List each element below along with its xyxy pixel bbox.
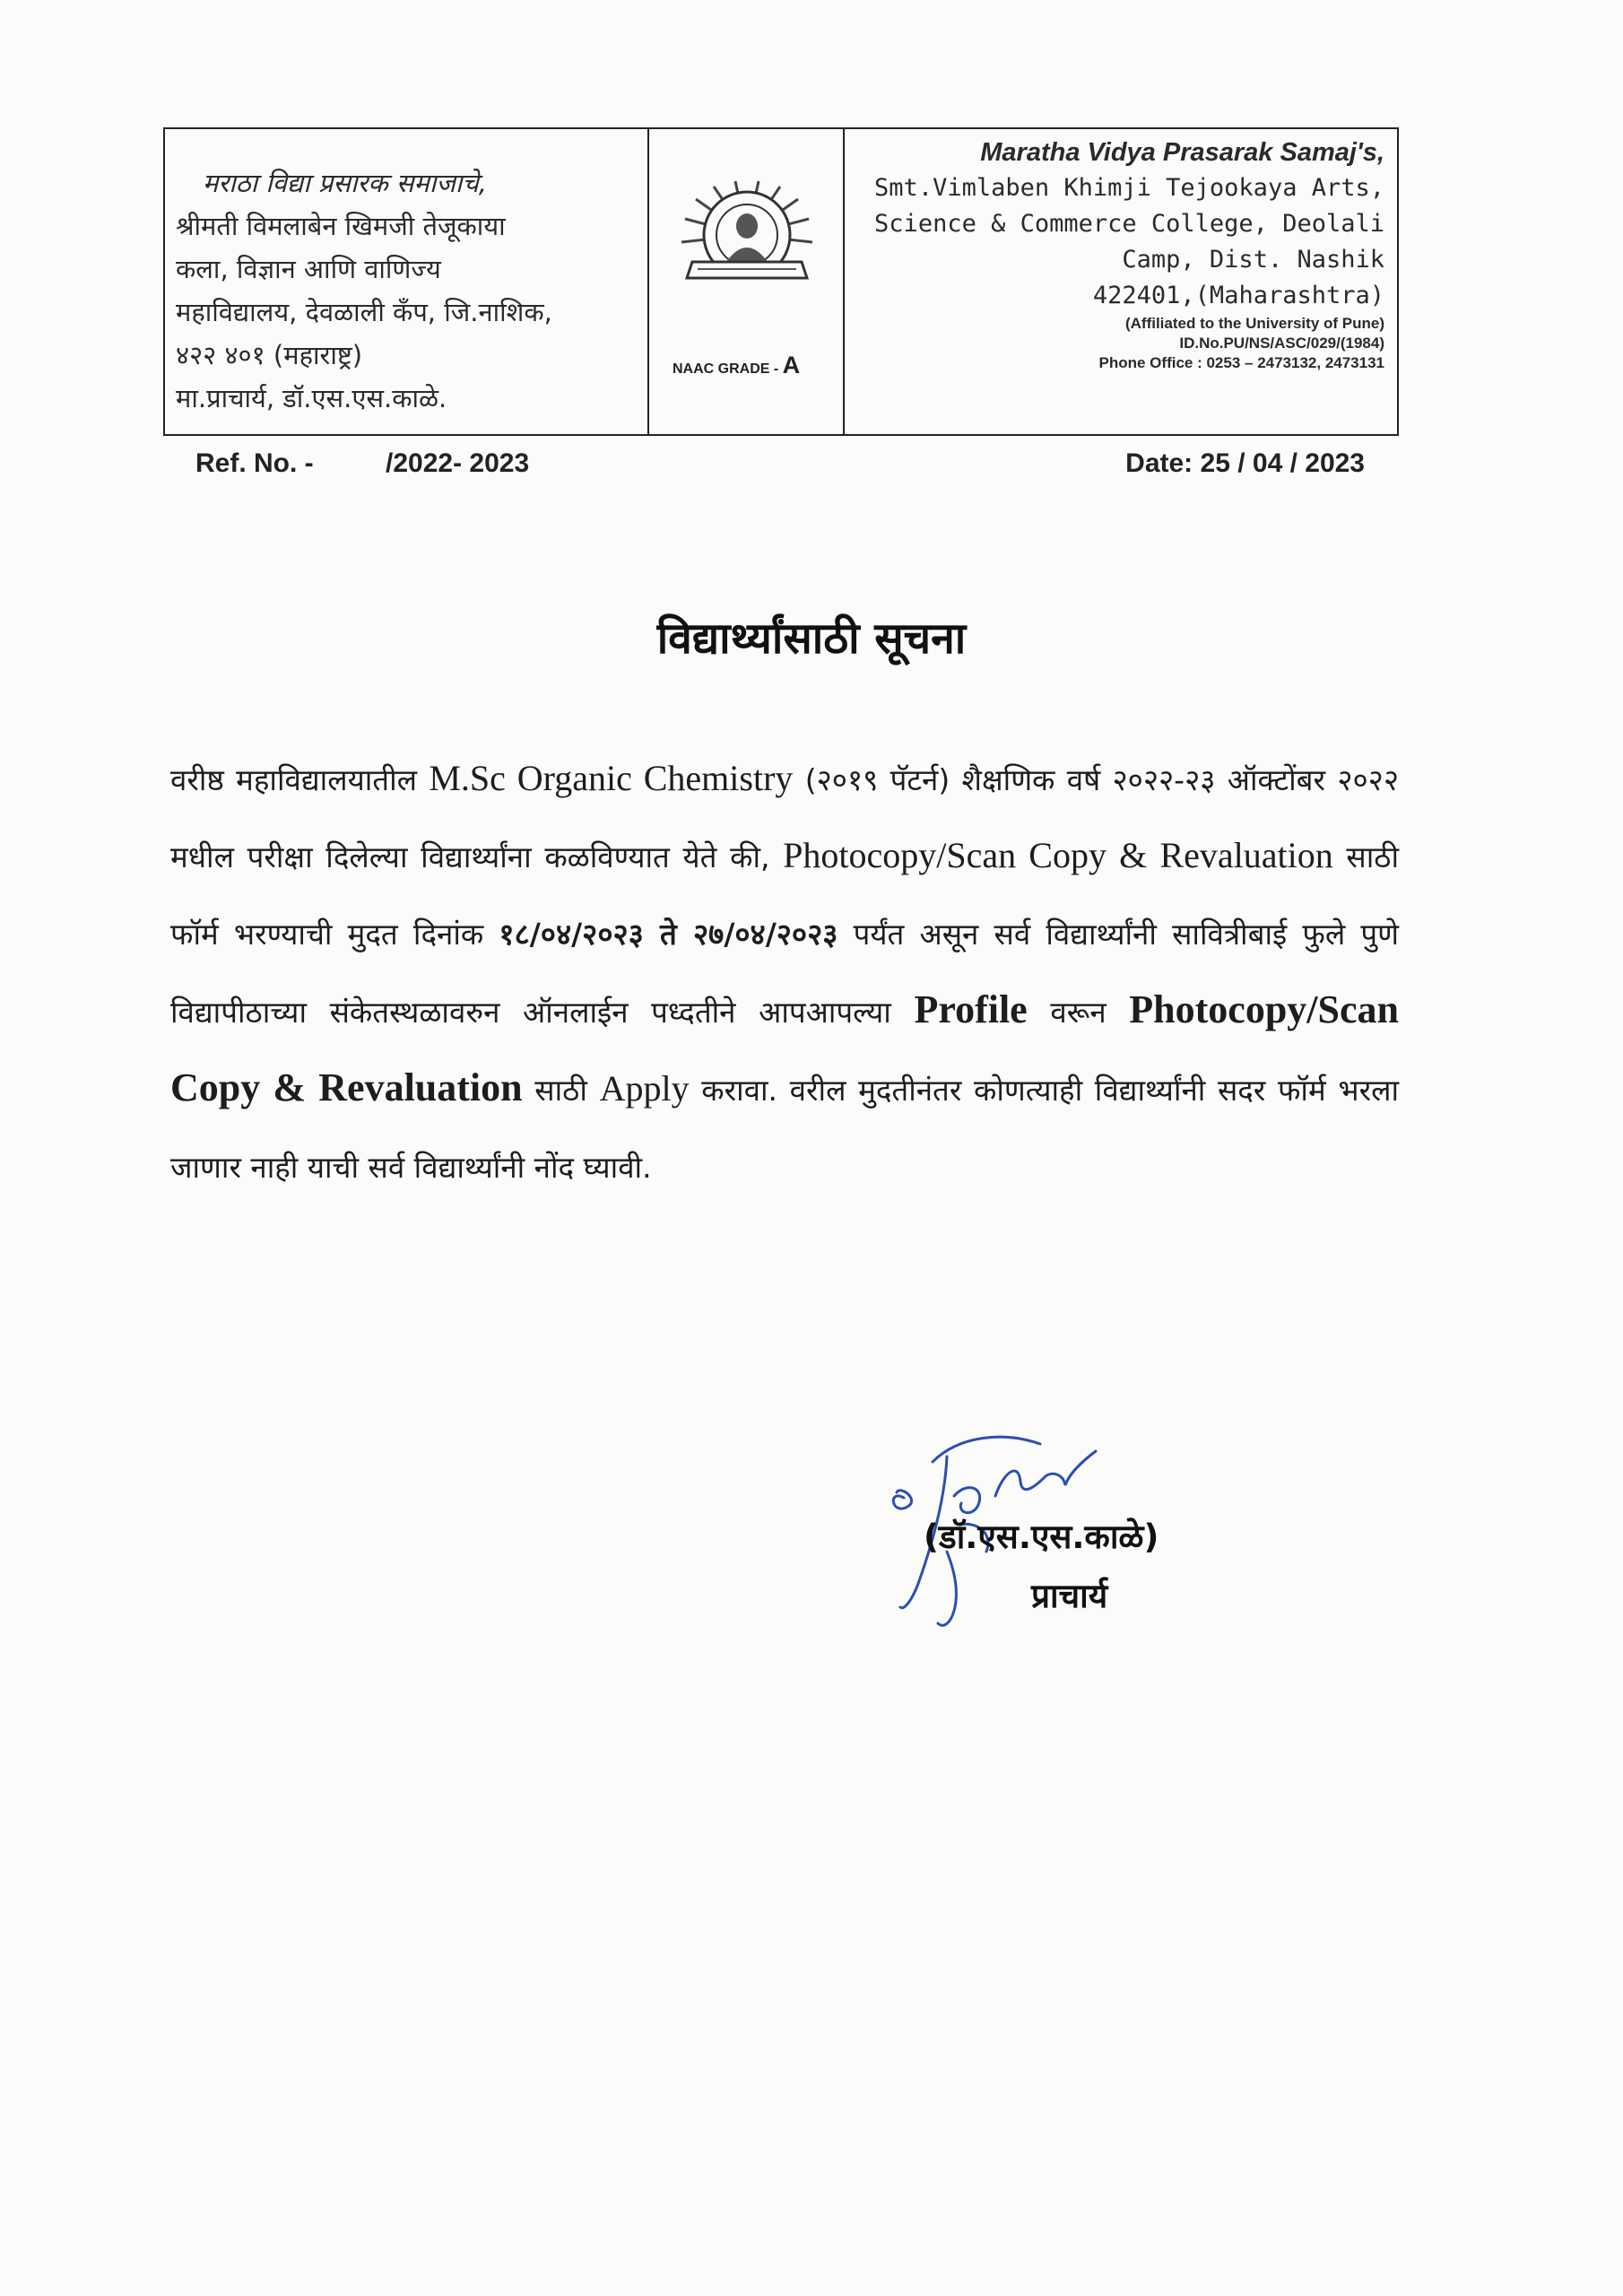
apply-label: Apply <box>599 1068 690 1109</box>
en-line-2: Smt.Vimlaben Khimji Tejookaya Arts, <box>874 174 1384 202</box>
body-text-1: वरीष्ठ महाविद्यालयातील <box>170 762 430 797</box>
reference-number <box>195 448 529 479</box>
body-text-3: (२०१९ पॅटर्न) शैक्षणिक वर्ष २०२२-२३ ऑक्टोंबर २०२२ मधील परीक्षा दिलेल्या विद्यार्थ्यांना कळविण्यात येते की, <box>170 762 1399 874</box>
ref-value: /2022- 2023 <box>386 448 530 478</box>
course-name: M.Sc Organic Chemistry <box>429 758 794 798</box>
body-text-13: करावा. वरील मुदतीनंतर कोणत्याही विद्यार्थ्यांनी सदर फॉर्म भरला जाणार नाही याची सर्व विद्यार्थ्यांनी नोंद घ्यावी. <box>170 1073 1399 1185</box>
naac-grade-value: A <box>782 352 801 378</box>
signatory-name: (डॉ.एस.एस.काळे) <box>924 1518 1159 1556</box>
service-name: Photocopy/Scan Copy & Revaluation <box>783 835 1333 875</box>
en-line-1: Maratha Vidya Prasarak Samaj's, <box>980 138 1384 167</box>
deadline-range: १८/०४/२०२३ ते २७/०४/२०२३ <box>499 917 838 952</box>
letterhead-marathi <box>165 129 649 434</box>
en-line-8: Phone Office : 0253 – 2473132, 2473131 <box>1098 354 1384 371</box>
naac-grade <box>673 352 800 379</box>
en-line-4: Camp, Dist. Nashik <box>1122 246 1384 274</box>
body-text-7: पर्यंत असून सर्व विद्यार्थ्यांनी सावित्रीबाई फुले पुणे विद्यापीठाच्या संकेतस्थळावरुन ऑनलाईन पध्दतीने आपआपल्या <box>170 917 1400 1030</box>
notice-title: विद्यार्थ्यांसाठी सूचना <box>656 613 967 664</box>
profile-label: Profile <box>914 987 1028 1031</box>
mr-line-1: मराठा विद्या प्रसारक समाजाचे, <box>203 168 488 198</box>
letterhead-logo-cell <box>649 129 845 434</box>
ref-label: Ref. No. - <box>195 448 314 478</box>
mr-line-6: मा.प्राचार्य, डॉ.एस.एस.काळे. <box>176 383 447 413</box>
service-name-bold: Photocopy/Scan Copy & Revaluation <box>170 987 1399 1109</box>
en-line-7: ID.No.PU/NS/ASC/029/(1984) <box>1179 335 1384 352</box>
naac-label: NAAC GRADE - <box>673 361 779 377</box>
notice-body <box>170 741 1399 1205</box>
en-line-3: Science & Commerce College, Deolali <box>874 210 1384 238</box>
body-text-9: वरून <box>1027 995 1130 1030</box>
body-text-11: साठी <box>522 1073 600 1108</box>
mr-line-2: श्रीमती विमलाबेन खिमजी तेजूकाया <box>176 211 506 241</box>
mr-line-5: ४२२ ४०१ (महाराष्ट्र) <box>176 340 363 370</box>
college-emblem-icon <box>673 179 821 287</box>
mr-line-3: कला, विज्ञान आणि वाणिज्य <box>176 254 441 284</box>
notice-date: Date: 25 / 04 / 2023 <box>1125 448 1365 478</box>
signatory-designation: प्राचार्य <box>1031 1577 1108 1615</box>
letterhead <box>163 127 1399 436</box>
mr-line-4: महाविद्यालय, देवळाली कँप, जि.नाशिक, <box>176 297 552 327</box>
en-line-6: (Affiliated to the University of Pune) <box>1124 315 1384 332</box>
en-line-5: 422401,(Maharashtra) <box>1092 282 1384 309</box>
body-text-5: साठी फॉर्म भरण्याची मुदत दिनांक <box>170 839 1399 952</box>
letterhead-english <box>845 129 1397 434</box>
